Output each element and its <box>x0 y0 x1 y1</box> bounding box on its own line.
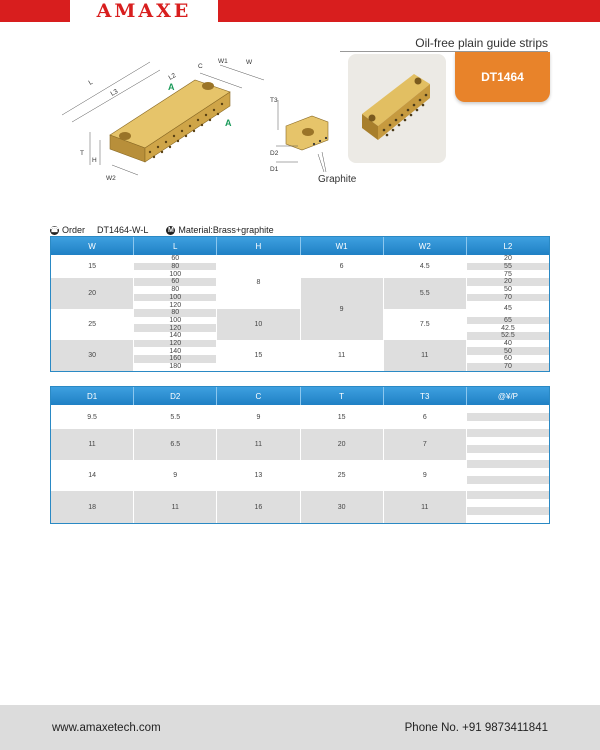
table-cell <box>467 499 549 507</box>
table-cell: 140 <box>134 332 216 340</box>
column-l <box>134 255 217 371</box>
dim-w-label: W <box>246 59 253 66</box>
dim-d2-label: D2 <box>270 150 279 157</box>
footer <box>0 705 600 750</box>
table-cell: 11 <box>134 491 216 523</box>
table-cell <box>467 405 549 413</box>
header-l2: L2 <box>503 241 513 251</box>
table-cell: 10 <box>217 309 299 340</box>
order-code: DT1464-W-L <box>97 225 149 235</box>
column-w2 <box>384 255 467 371</box>
dim-d1-label: D1 <box>270 166 279 173</box>
order-label: Order <box>62 225 86 235</box>
table-cell <box>467 476 549 484</box>
header-t: T <box>301 387 384 405</box>
table-cell <box>467 453 549 460</box>
dim-l3-label: L3 <box>109 88 120 98</box>
header-t3: T3 <box>384 387 467 405</box>
table-cell: 20 <box>467 278 549 286</box>
product-photo <box>348 54 446 163</box>
column-d1 <box>51 405 134 523</box>
table-cell: 100 <box>134 317 216 325</box>
table-cell: 9.5 <box>51 405 133 429</box>
phone-number[interactable]: Phone No. +91 9873411841 <box>404 721 548 734</box>
table-cell: 20 <box>301 429 383 460</box>
table-cell: 60 <box>467 355 549 363</box>
table-cell: 9 <box>134 460 216 491</box>
table-cell: 9 <box>217 405 299 429</box>
table-cell: 6.5 <box>134 429 216 460</box>
dim-l2-label: L2 <box>167 72 178 82</box>
table-cell <box>467 515 549 523</box>
dim-t3-label: T3 <box>270 97 278 104</box>
dimension-table-header <box>51 237 549 255</box>
table-cell <box>467 468 549 476</box>
table-cell <box>467 460 549 468</box>
table-cell: 100 <box>134 270 216 278</box>
table-cell: 120 <box>134 301 216 309</box>
table-cell: 9 <box>384 460 466 491</box>
table-cell: 11 <box>51 429 133 460</box>
table-cell: 6 <box>384 405 466 429</box>
hole-size-table-header <box>51 387 549 405</box>
table-cell <box>467 507 549 515</box>
table-cell: 15 <box>51 255 133 278</box>
table-cell <box>467 437 549 445</box>
table-cell: 52.5 <box>467 332 549 340</box>
section-a-marker: A <box>168 82 175 92</box>
graphite-label: Graphite <box>318 174 357 185</box>
table-cell: 13 <box>217 460 299 491</box>
table-cell: 180 <box>134 363 216 371</box>
dim-w2-label: W2 <box>106 175 116 182</box>
table-cell: 14 <box>51 460 133 491</box>
table-cell: 4.5 <box>384 255 466 278</box>
table-cell: 42.5 <box>467 324 549 332</box>
table-cell <box>467 491 549 499</box>
dim-t-label: T <box>80 150 84 157</box>
table-cell: 120 <box>134 324 216 332</box>
table-cell: 6 <box>301 255 383 278</box>
column-w <box>51 255 134 371</box>
header-w2: W2 <box>384 237 467 255</box>
table-cell: 20 <box>467 255 549 263</box>
table-cell: 16 <box>217 491 299 523</box>
brand-logo <box>70 0 218 22</box>
table-cell: 120 <box>134 340 216 348</box>
table-cell: 25 <box>301 460 383 491</box>
table-cell: 11 <box>384 340 466 371</box>
header-c: C <box>217 387 300 405</box>
header-w1: W1 <box>301 237 384 255</box>
table-cell: 80 <box>134 309 216 317</box>
table-cell: 55 <box>467 263 549 271</box>
column-t <box>301 405 384 523</box>
hole-size-table <box>50 386 550 524</box>
table-cell <box>467 421 549 429</box>
header-bar <box>0 0 600 22</box>
table-cell <box>467 484 549 491</box>
table-cell: 100 <box>134 294 216 302</box>
header-price: @¥/P <box>497 391 519 401</box>
product-code-badge: DT1464 <box>455 52 550 102</box>
table-cell: 45 <box>467 301 549 316</box>
brand-name: AMAXE <box>96 0 192 22</box>
table-cell: 50 <box>467 347 549 355</box>
table-cell: 9 <box>301 278 383 340</box>
table-cell: 60 <box>134 278 216 286</box>
table-cell: 40 <box>467 340 549 348</box>
table-cell: 7 <box>384 429 466 460</box>
table-cell: 15 <box>301 405 383 429</box>
dim-l-label: L <box>87 78 95 87</box>
technical-drawing <box>50 40 350 210</box>
table-cell: 70 <box>467 363 549 371</box>
table-cell: 15 <box>217 340 299 371</box>
table-cell: 18 <box>51 491 133 523</box>
table-cell: 50 <box>467 286 549 294</box>
order-info <box>50 225 274 235</box>
table-cell: 75 <box>467 270 549 278</box>
header-w: W <box>51 237 134 255</box>
column-price <box>467 405 549 523</box>
material-text: Material:Brass+graphite <box>178 225 274 235</box>
table-cell: 80 <box>134 286 216 294</box>
header-h: H <box>217 237 300 255</box>
material-icon: M <box>167 226 174 234</box>
table-cell: 30 <box>51 340 133 371</box>
dim-c-label: C <box>198 63 203 70</box>
table-cell: 140 <box>134 347 216 355</box>
website-link[interactable]: www.amaxetech.com <box>52 721 161 734</box>
section-a-marker-2: A <box>225 118 232 128</box>
table-cell: 60 <box>134 255 216 263</box>
table-cell: 11 <box>301 340 383 371</box>
table-cell <box>467 445 549 453</box>
column-w1 <box>301 255 384 371</box>
table-cell: 25 <box>51 309 133 340</box>
dimension-table <box>50 236 550 372</box>
table-cell: 8 <box>217 255 299 309</box>
table-cell: 5.5 <box>384 278 466 309</box>
column-t3 <box>384 405 467 523</box>
table-cell: 11 <box>384 491 466 523</box>
column-h <box>217 255 300 371</box>
dim-h-label: H <box>92 157 97 164</box>
table-cell: 65 <box>467 317 549 325</box>
table-cell: 20 <box>51 278 133 309</box>
header-d2: D2 <box>134 387 217 405</box>
table-cell: 160 <box>134 355 216 363</box>
page-title: Oil-free plain guide strips <box>415 36 548 50</box>
table-cell: 5.5 <box>134 405 216 429</box>
column-c <box>217 405 300 523</box>
column-l2 <box>467 255 549 371</box>
table-cell: 11 <box>217 429 299 460</box>
dim-w1-label: W1 <box>218 58 228 65</box>
table-cell <box>467 429 549 437</box>
column-d2 <box>134 405 217 523</box>
table-cell: 70 <box>467 294 549 302</box>
header-d1: D1 <box>51 387 134 405</box>
table-cell: 7.5 <box>384 309 466 340</box>
phone-icon: ☎ <box>50 226 59 234</box>
table-cell <box>467 413 549 421</box>
header-l: L <box>134 237 217 255</box>
table-cell: 30 <box>301 491 383 523</box>
table-cell: 80 <box>134 263 216 271</box>
